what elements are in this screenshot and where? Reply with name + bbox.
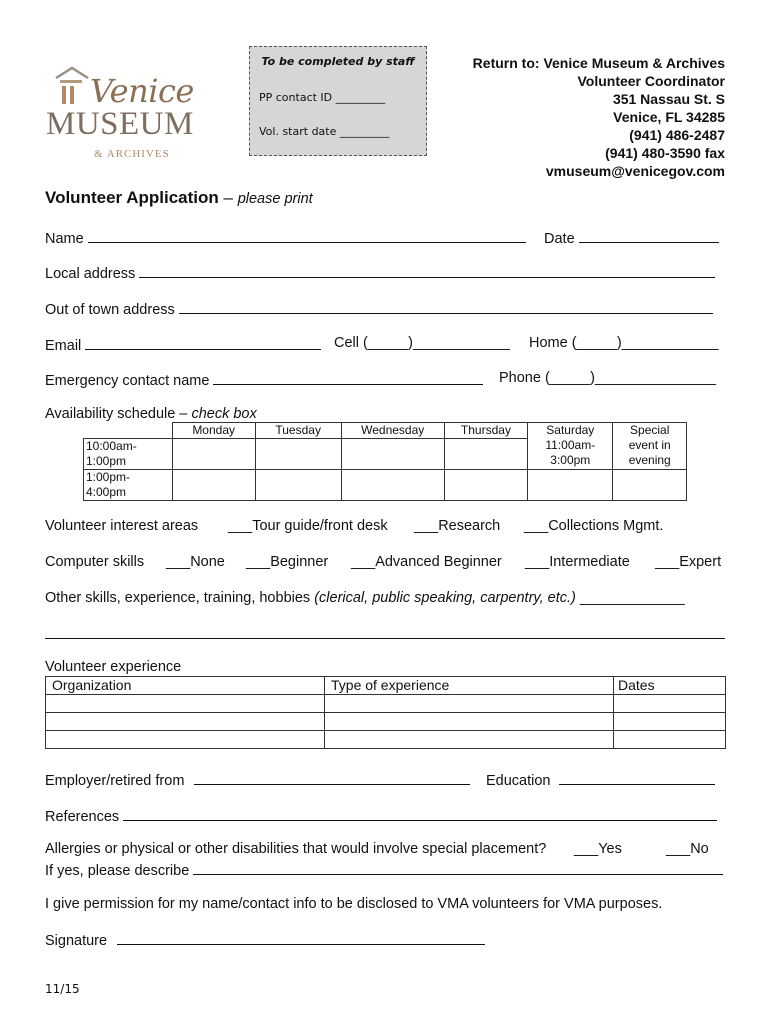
col-special-event: Special event in evening bbox=[613, 423, 687, 470]
logo-venice-text: Venice bbox=[90, 72, 194, 110]
return-line: 351 Nassau St. S bbox=[612, 91, 725, 107]
references-row bbox=[45, 806, 717, 825]
experience-table bbox=[45, 676, 726, 749]
skill-none[interactable]: ___None bbox=[166, 554, 225, 570]
checkbox-cell[interactable] bbox=[255, 470, 341, 501]
describe-input[interactable] bbox=[193, 860, 723, 875]
allergies-yes[interactable]: ___Yes bbox=[574, 841, 622, 857]
other-skills-label: Other skills, experience, training, hobbies bbox=[45, 590, 315, 606]
checkbox-cell[interactable] bbox=[444, 470, 527, 501]
name-label: Name bbox=[45, 231, 84, 247]
education-row bbox=[486, 770, 715, 789]
availability-label bbox=[45, 406, 257, 422]
allergies-question: Allergies or physical or other disabilities that would involve special placement? bbox=[45, 841, 547, 857]
vol-start-date-field[interactable]: Vol. start date _________ bbox=[259, 125, 390, 138]
table-corner bbox=[84, 423, 173, 439]
return-line: Venice, FL 34285 bbox=[613, 109, 725, 125]
staff-box-title: To be completed by staff bbox=[261, 55, 415, 68]
logo-archives-text: & ARCHIVES bbox=[94, 148, 170, 160]
email-row bbox=[45, 335, 321, 354]
skill-intermediate[interactable]: ___Intermediate bbox=[525, 554, 630, 570]
table-cell[interactable] bbox=[46, 731, 325, 749]
signature-label: Signature bbox=[45, 933, 108, 949]
checkbox-cell[interactable] bbox=[528, 470, 613, 501]
employer-row bbox=[45, 770, 470, 789]
education-input[interactable] bbox=[559, 770, 715, 785]
references-label: References bbox=[45, 809, 120, 825]
phone-field[interactable]: Phone (_____)_______________ bbox=[499, 370, 716, 386]
checkbox-cell[interactable] bbox=[255, 439, 341, 470]
skill-expert[interactable]: ___Expert bbox=[655, 554, 722, 570]
signature-input[interactable] bbox=[117, 930, 485, 945]
interest-label: Volunteer interest areas bbox=[45, 518, 199, 534]
date-label: Date bbox=[544, 231, 575, 247]
other-skills-examples: (clerical, public speaking, carpentry, etc.) bbox=[314, 590, 576, 606]
emergency-input[interactable] bbox=[213, 370, 483, 385]
computer-skills-label: Computer skills bbox=[45, 554, 145, 570]
title-dash: – bbox=[218, 188, 238, 207]
return-email: vmuseum@venicegov.com bbox=[545, 163, 725, 179]
interest-tour-guide[interactable]: ___Tour guide/front desk bbox=[228, 518, 388, 534]
cell-field[interactable]: Cell (_____)____________ bbox=[334, 335, 510, 351]
col-thursday: Thursday bbox=[444, 423, 527, 439]
skill-beginner[interactable]: ___Beginner bbox=[246, 554, 329, 570]
col-tuesday: Tuesday bbox=[255, 423, 341, 439]
table-cell[interactable] bbox=[325, 713, 614, 731]
table-cell[interactable] bbox=[614, 713, 726, 731]
table-cell[interactable] bbox=[614, 731, 726, 749]
out-of-town-input[interactable] bbox=[179, 299, 713, 314]
checkbox-cell[interactable] bbox=[172, 470, 255, 501]
checkbox-cell[interactable] bbox=[444, 439, 527, 470]
pp-contact-id-field[interactable]: PP contact ID _________ bbox=[259, 91, 386, 104]
checkbox-cell[interactable] bbox=[172, 439, 255, 470]
education-label: Education bbox=[486, 773, 551, 789]
emergency-label: Emergency contact name bbox=[45, 373, 210, 389]
row-afternoon: 1:00pm- 4:00pm bbox=[84, 470, 173, 501]
table-cell[interactable] bbox=[325, 695, 614, 713]
checkbox-cell[interactable] bbox=[341, 470, 444, 501]
table-cell[interactable] bbox=[614, 695, 726, 713]
return-address bbox=[473, 54, 725, 180]
other-skills-blank[interactable]: _____________ bbox=[579, 590, 685, 606]
revision-date: 11/15 bbox=[45, 982, 80, 996]
experience-label: Volunteer experience bbox=[45, 659, 182, 675]
col-saturday: Saturday 11:00am- 3:00pm bbox=[528, 423, 613, 470]
interest-collections[interactable]: ___Collections Mgmt. bbox=[524, 518, 664, 534]
allergies-no[interactable]: ___No bbox=[666, 841, 709, 857]
checkbox-cell[interactable] bbox=[341, 439, 444, 470]
col-wednesday: Wednesday bbox=[341, 423, 444, 439]
signature-row bbox=[45, 930, 485, 949]
return-line: (941) 486-2487 bbox=[629, 127, 725, 143]
employer-label: Employer/retired from bbox=[45, 773, 185, 789]
local-address-input[interactable] bbox=[139, 263, 715, 278]
describe-label: If yes, please describe bbox=[45, 863, 190, 879]
logo-museum-text: MUSEUM bbox=[46, 106, 194, 142]
skill-advanced-beginner[interactable]: ___Advanced Beginner bbox=[351, 554, 502, 570]
col-dates: Dates bbox=[614, 677, 726, 695]
col-organization: Organization bbox=[46, 677, 325, 695]
employer-input[interactable] bbox=[194, 770, 470, 785]
availability-label-italic: check box bbox=[191, 406, 257, 422]
return-line: Volunteer Coordinator bbox=[577, 73, 725, 89]
local-address-row bbox=[45, 263, 715, 282]
other-skills-second-line[interactable] bbox=[45, 638, 725, 639]
name-row bbox=[45, 228, 526, 247]
availability-label-text: Availability schedule – bbox=[45, 406, 192, 422]
return-line: Return to: Venice Museum & Archives bbox=[472, 55, 725, 71]
table-cell[interactable] bbox=[46, 695, 325, 713]
row-morning: 10:00am- 1:00pm bbox=[84, 439, 173, 470]
table-cell[interactable] bbox=[325, 731, 614, 749]
other-skills-row bbox=[45, 590, 685, 606]
title-subtitle: please print bbox=[237, 191, 313, 207]
return-line: (941) 480-3590 fax bbox=[605, 145, 725, 161]
table-cell[interactable] bbox=[46, 713, 325, 731]
staff-use-box bbox=[249, 46, 427, 156]
date-input[interactable] bbox=[579, 228, 719, 243]
references-input[interactable] bbox=[123, 806, 717, 821]
page-title bbox=[45, 188, 313, 208]
permission-statement: I give permission for my name/contact info to be disclosed to VMA volunteers for VMA purposes. bbox=[45, 896, 663, 912]
home-field[interactable]: Home (_____)____________ bbox=[529, 335, 719, 351]
col-monday: Monday bbox=[172, 423, 255, 439]
describe-row bbox=[45, 860, 723, 879]
checkbox-cell[interactable] bbox=[613, 470, 687, 501]
local-address-label: Local address bbox=[45, 266, 136, 282]
date-row bbox=[544, 228, 719, 247]
email-input[interactable] bbox=[85, 335, 321, 350]
interest-research[interactable]: ___Research bbox=[414, 518, 501, 534]
availability-table bbox=[83, 422, 687, 501]
email-label: Email bbox=[45, 338, 82, 354]
emergency-row bbox=[45, 370, 483, 389]
title-text: Volunteer Application bbox=[45, 188, 219, 207]
out-of-town-label: Out of town address bbox=[45, 302, 175, 318]
out-of-town-row bbox=[45, 299, 713, 318]
col-type-of-experience: Type of experience bbox=[325, 677, 614, 695]
building-icon bbox=[52, 64, 92, 108]
name-input[interactable] bbox=[88, 228, 526, 243]
museum-logo bbox=[46, 62, 230, 162]
